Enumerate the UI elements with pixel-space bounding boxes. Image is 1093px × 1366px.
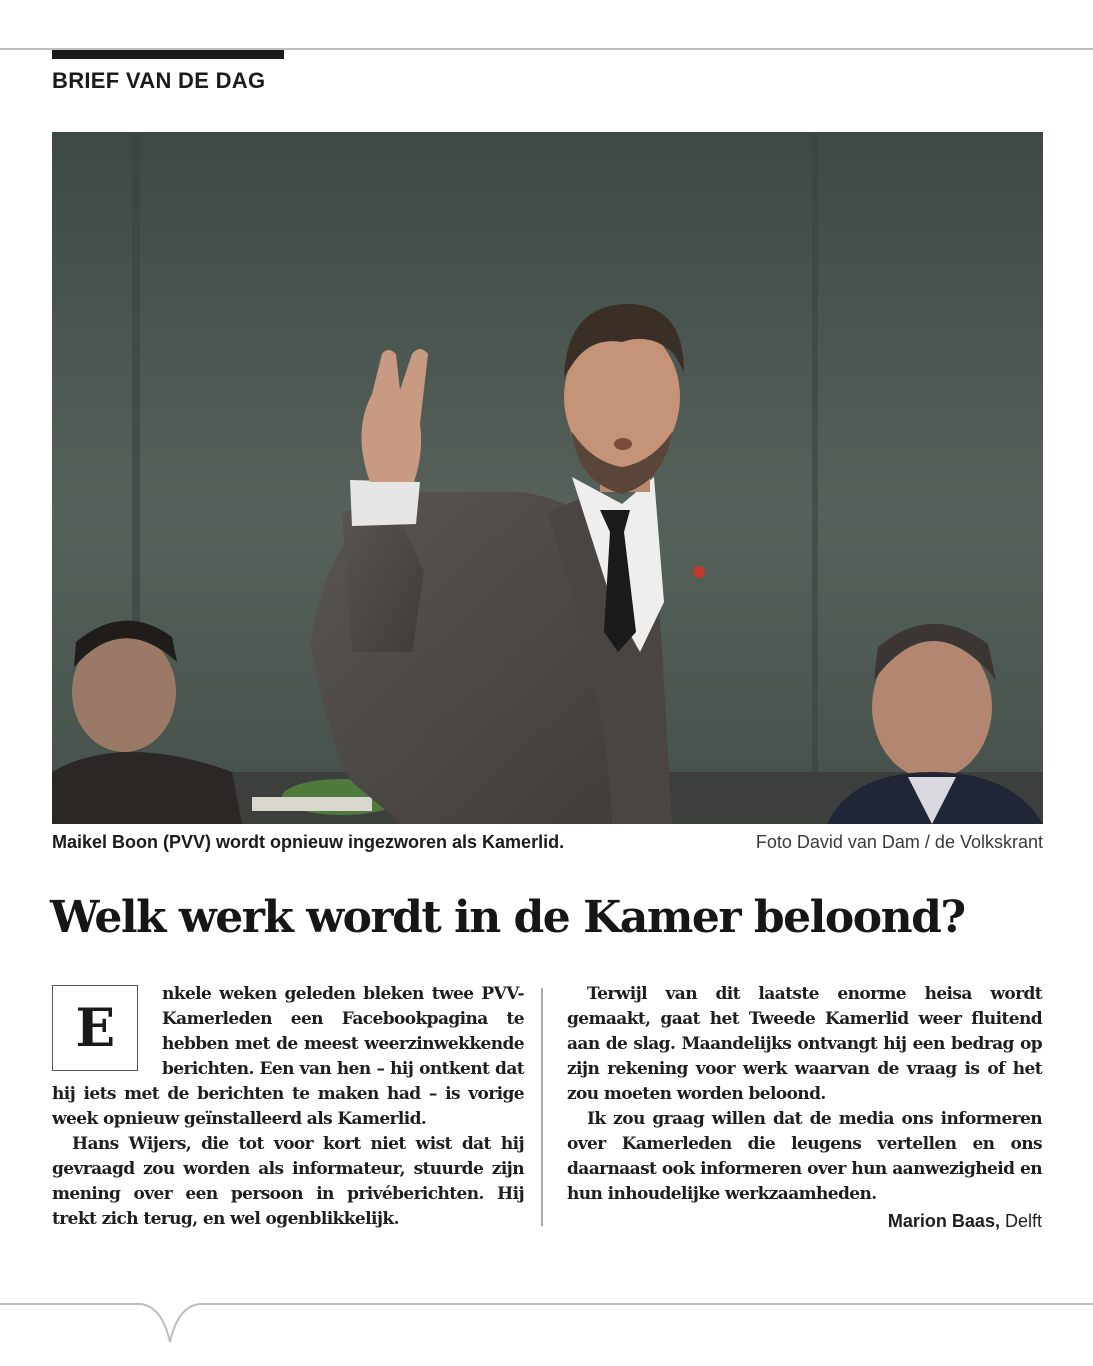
paragraph: Terwijl van dit laatste enorme heisa wordt gemaakt, gaat het Tweede Kamerlid weer fluitend aan de slag. Maandelijks ontvangt hij een bedrag op zijn rekening voor werk waarvan de vraag is of het zou moeten worden beloond. bbox=[567, 984, 1042, 1104]
page-bottom-rule bbox=[0, 1296, 1093, 1356]
drop-cap: E bbox=[52, 985, 138, 1071]
paragraph: Ik zou graag willen dat de media ons informeren over Kamerleden die leugens vertellen en ons daarnaast ook informeren over hun aanwezigheid en hun inhoudelijke werkzaamheden. bbox=[567, 1109, 1042, 1204]
photo-credit: Foto David van Dam / de Volkskrant bbox=[755, 832, 1043, 852]
paragraph: Hans Wijers, die tot voor kort niet wist dat hij gevraagd zou worden als informateur, stuurde zijn mening over een persoon in privéberichten. Hij trekt zich terug, en wel ogenblikkelijk. bbox=[52, 1134, 524, 1229]
photo-caption: Maikel Boon (PVV) wordt opnieuw ingezworen als Kamerlid. bbox=[52, 832, 565, 852]
paragraph-text: nkele weken geleden bleken twee PVV-Kamerleden een Facebookpagina te hebben met de meest weerzinwekkende berichten. Een van hen – hij ontkent dat hij iets met de berichten te maken had – is vorige week opnieuw geïnstalleerd als Kamerlid. bbox=[52, 984, 524, 1129]
author-name: Marion Baas, bbox=[887, 1211, 1000, 1231]
section-bar bbox=[52, 50, 284, 59]
letter-signature bbox=[567, 1209, 1042, 1234]
section-label: BRIEF VAN DE DAG bbox=[52, 68, 266, 93]
article-photo bbox=[52, 132, 1043, 824]
author-place: Delft bbox=[1004, 1211, 1042, 1231]
article-headline: Welk werk wordt in de Kamer beloond? bbox=[50, 892, 965, 943]
article-right-column bbox=[567, 982, 1042, 1234]
article-left-column bbox=[52, 982, 524, 1232]
paragraph bbox=[52, 982, 524, 1132]
column-divider bbox=[541, 988, 543, 1226]
